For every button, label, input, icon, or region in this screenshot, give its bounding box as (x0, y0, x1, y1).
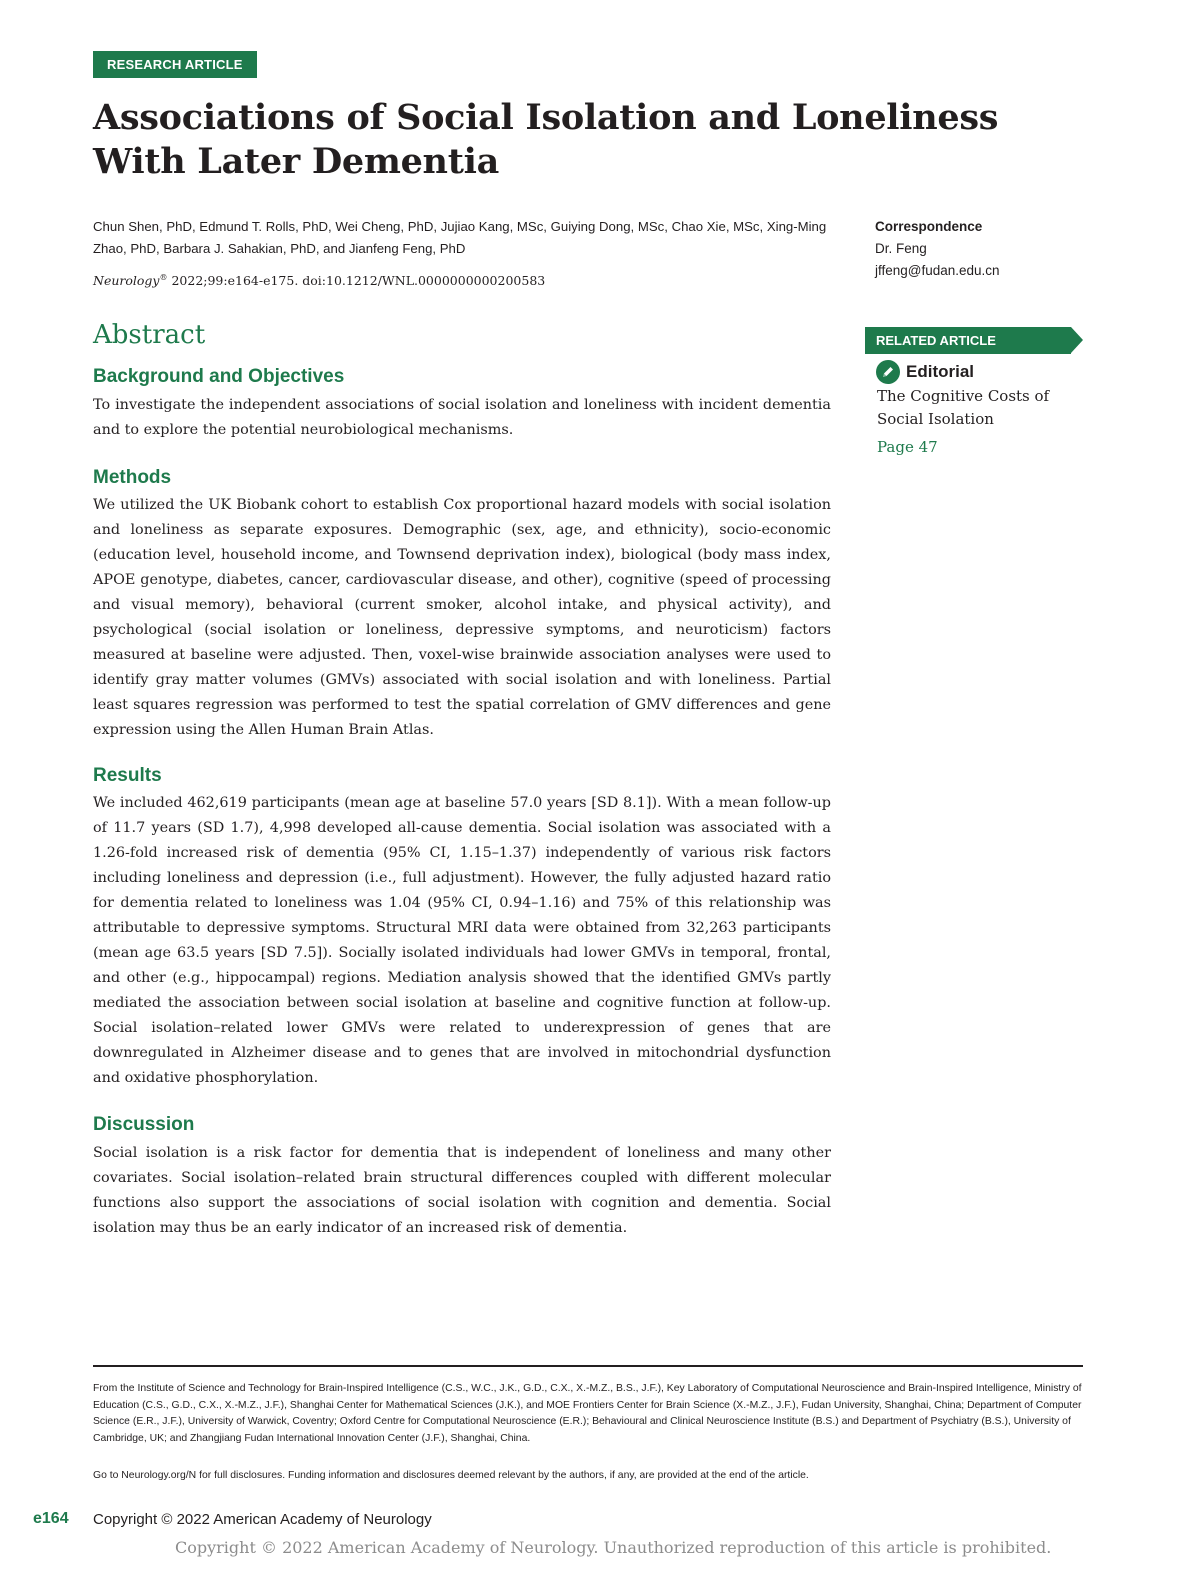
section-text-methods: We utilized the UK Biobank cohort to establish Cox proportional hazard models with social isolation and loneliness as separate exposures. Demographic (sex, age, and ethnicity), socio-economic (education level, household income, and Townsend deprivation index), biological (body mass index, APOE genotype, diabetes, cancer, cardiovascular disease, and other), cognitive (speed of processing and visual memory), behavioral (current smoker, alcohol intake, and physical activity), and psychological (social isolation or loneliness, depressive symptoms, and neuroticism) factors measured at baseline were adjusted. Then, voxel-wise brainwide association analyses were used to identify gray matter volumes (GMVs) associated with social isolation and with loneliness. Partial least squares regression was performed to test the spatial correlation of GMV differences and gene expression using the Allen Human Brain Atlas. (93, 497, 831, 738)
disclosures-note: Go to Neurology.org/N for full disclosures. Funding information and disclosures deemed relevant by the authors, if any, are provided at the end of the article. (93, 1470, 809, 1481)
journal-name: Neurology (93, 273, 160, 289)
author-list: Chun Shen, PhD, Edmund T. Rolls, PhD, Wei Cheng, PhD, Jujiao Kang, MSc, Guiying Dong, MSc, Chao Xie, MSc, Xing-Ming Zhao, PhD, Barbara J. Sahakian, PhD, and Jianfeng Feng, PhD (93, 219, 827, 256)
section-heading-discussion: Discussion (93, 1114, 195, 1135)
citation-details: 2022;99:e164-e175. doi:10.1212/WNL.0000000000200583 (167, 273, 546, 289)
section-text-background: To investigate the independent associations of social isolation and loneliness with incident dementia and to explore the potential neurobiological mechanisms. (93, 397, 831, 438)
correspondence-email[interactable]: jffeng@fudan.edu.cn (875, 263, 1000, 278)
section-heading-methods: Methods (93, 467, 172, 488)
article-type-badge: RESEARCH ARTICLE (93, 51, 257, 78)
related-article-banner (865, 327, 1083, 354)
related-article-label: RELATED ARTICLE (865, 327, 1071, 354)
editorial-heading-row (876, 360, 1096, 384)
editorial-title[interactable]: The Cognitive Costs of Social Isolation (877, 387, 1050, 428)
page-number: e164 (33, 1510, 69, 1527)
article-title: Associations of Social Isolation and Loneliness With Later Dementia (93, 97, 999, 182)
banner-arrow-icon (1071, 327, 1083, 353)
correspondence-name: Dr. Feng (875, 241, 927, 256)
footer-divider (93, 1365, 1083, 1367)
correspondence-block (875, 216, 1105, 282)
section-heading-results: Results (93, 765, 162, 786)
editorial-page-link[interactable]: Page 47 (877, 438, 938, 456)
correspondence-heading: Correspondence (875, 219, 983, 234)
registered-mark: ® (159, 273, 168, 282)
pencil-icon (876, 360, 900, 384)
abstract-heading: Abstract (93, 320, 206, 350)
citation (93, 273, 838, 288)
affiliations: From the Institute of Science and Technology for Brain-Inspired Intelligence (C.S., W.C., J.K., G.D., C.X., X.-M.Z., B.S., J.F.), Key Laboratory of Computational Neuroscience and Brain-Inspired Intelligence, Ministry of Education (C.S., G.D., C.X., X.-M.Z., J.F.), Shanghai Center for Mathematical Sciences (J.K.), and MOE Frontiers Center for Brain Science (X.-M.Z., J.F.), Fudan University, Shanghai, China; Department of Computer Science (E.R., J.F.), University of Warwick, Coventry; Oxford Centre for Computational Neuroscience (E.R.); Behavioural and Clinical Neuroscience Institute (B.S.) and Department of Psychiatry (B.S.), University of Cambridge, UK; and Zhangjiang Fudan International Innovation Center (J.F.), Shanghai, China. (93, 1383, 1082, 1444)
copyright-watermark: Copyright © 2022 American Academy of Neurology. Unauthorized reproduction of this article is prohibited. (175, 1538, 1052, 1557)
section-text-discussion: Social isolation is a risk factor for dementia that is independent of loneliness and many other covariates. Social isolation–related brain structural differences coupled with different molecular functions also support the associations of social isolation with cognition and dementia. Social isolation may thus be an early indicator of an increased risk of dementia. (93, 1145, 831, 1236)
copyright-line: Copyright © 2022 American Academy of Neurology (93, 1511, 432, 1528)
editorial-type: Editorial (906, 362, 975, 381)
section-text-results: We included 462,619 participants (mean age at baseline 57.0 years [SD 8.1]). With a mean follow-up of 11.7 years (SD 1.7), 4,998 developed all-cause dementia. Social isolation was associated with a 1.26-fold increased risk of dementia (95% CI, 1.15–1.37) independently of various risk factors including loneliness and depression (i.e., full adjustment). However, the fully adjusted hazard ratio for dementia related to loneliness was 1.04 (95% CI, 0.94–1.16) and 75% of this relationship was attributable to depressive symptoms. Structural MRI data were obtained from 32,263 participants (mean age 63.5 years [SD 7.5]). Socially isolated individuals had lower GMVs in temporal, frontal, and other (e.g., hippocampal) regions. Mediation analysis showed that the identified GMVs partly mediated the association between social isolation at baseline and cognitive function at follow-up. Social isolation–related lower GMVs were related to underexpression of genes that are downregulated in Alzheimer disease and to genes that are involved in mitochondrial dysfunction and oxidative phosphorylation. (93, 795, 831, 1086)
section-heading-background: Background and Objectives (93, 366, 345, 387)
